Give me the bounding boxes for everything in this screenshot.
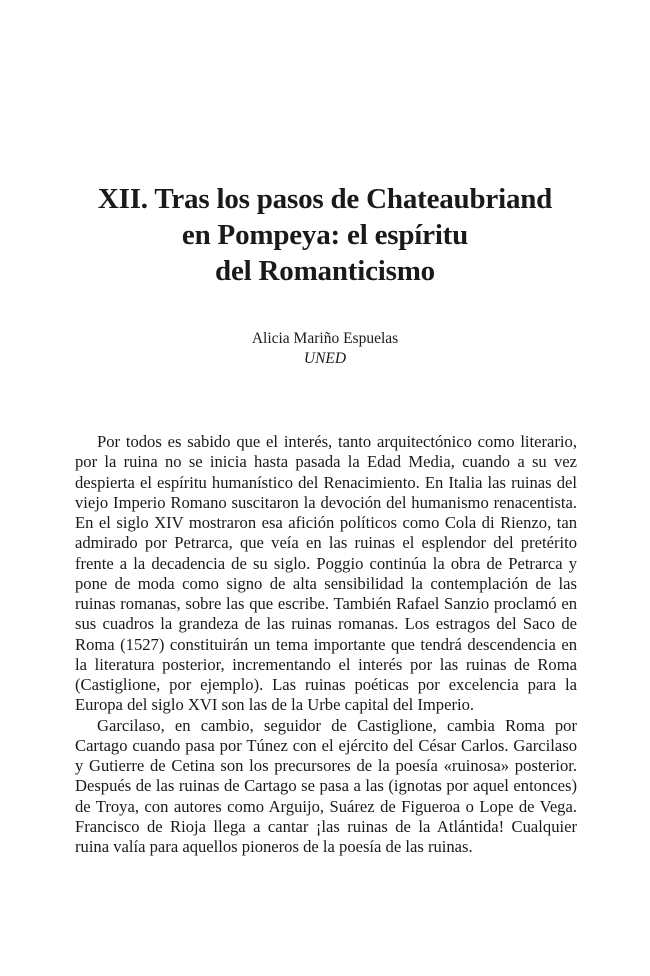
author-block <box>60 329 590 369</box>
chapter-title-line-1: XII. Tras los pasos de Chateaubriand <box>97 183 553 215</box>
chapter-title-line-3: del Romanticismo <box>215 255 435 287</box>
body-text <box>75 432 577 857</box>
paragraph-2: Garcilaso, en cambio, seguidor de Castiglione, cambia Roma por Cartago cuando pasa por Túnez con el ejército del César Carlos. Garcilaso y Gutierre de Cetina son los precursores de la poesía «ruinosa» posterior. Después de las ruinas de Cartago se pasa a las (ignotas por aquel entonces) de Troya, con autores como Arguijo, Suárez de Figueroa o Lope de Vega. Francisco de Rioja llega a cantar ¡las ruinas de la Atlántida! Cualquier ruina valía para aquellos pioneros de la poesía de las ruinas. <box>75 715 577 856</box>
author-affiliation: UNED <box>303 350 347 367</box>
paragraph-1: Por todos es sabido que el interés, tanto arquitectónico como literario, por la ruina no se inicia hasta pasada la Edad Media, cuando a su vez despierta el espíritu humanístico del Renacimiento. En Italia las ruinas del viejo Imperio Romano suscitaron la devoción del humanismo renacentista. En el siglo XIV mostraron esa afición políticos como Cola di Rienzo, tan admirado por Petrarca, que veía en las ruinas el esplendor del pretérito frente a la decadencia de su siglo. Poggio continúa la obra de Petrarca y pone de moda como signo de alta sensibilidad la contemplación de las ruinas romanas, sobre las que escribe. También Rafael Sanzio proclamó en sus cuadros la grandeza de las ruinas romanas. Los estragos del Saco de Roma (1527) constituirán un tema importante que tendrá descendencia en la literatura posterior, incrementando el interés por las ruinas de Roma (Castiglione, por ejemplo). Las ruinas poéticas por excelencia para la Europa del siglo XVI son las de la Urbe capital del Imperio. <box>75 432 577 715</box>
chapter-title <box>60 181 590 289</box>
chapter-title-line-2: en Pompeya: el espíritu <box>181 219 469 251</box>
author-name: Alicia Mariño Espuelas <box>251 330 399 347</box>
